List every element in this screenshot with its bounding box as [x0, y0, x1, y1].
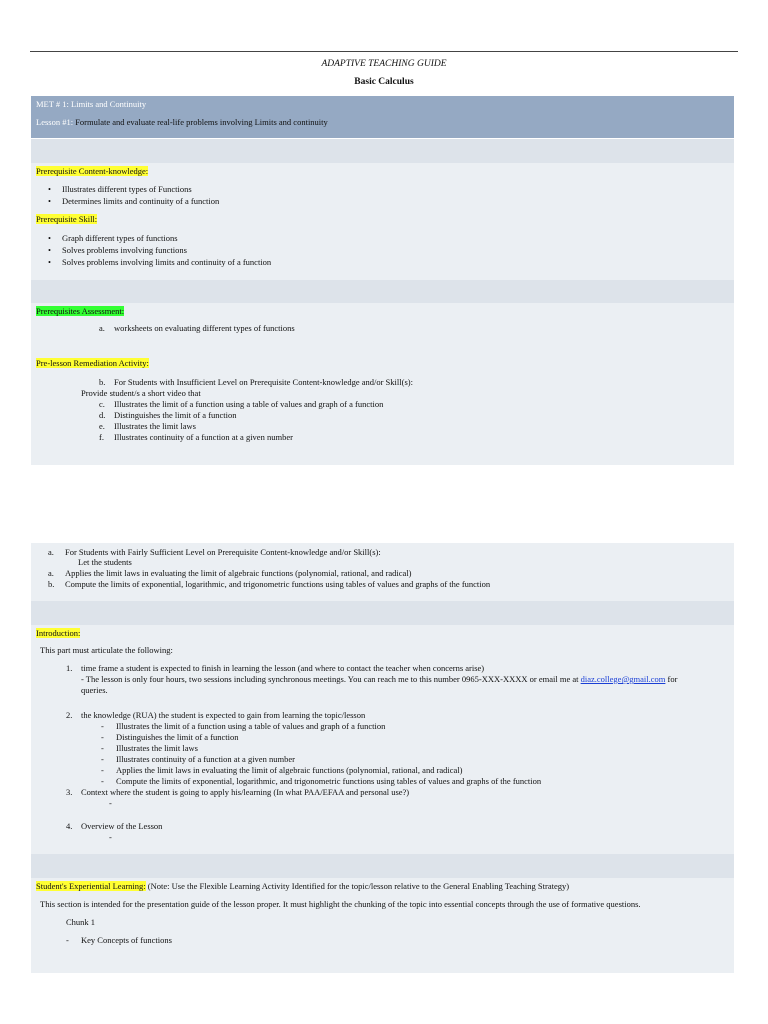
spacer-band-1	[31, 139, 734, 163]
list-item: - Compute the limits of exponential, logarithmic, and trigonometric functions using tables of values and graphs of the function	[101, 776, 542, 786]
prereq-skill-list	[48, 232, 271, 268]
prerequisites-section	[31, 163, 734, 280]
intro-item-4-sub: -	[109, 832, 112, 842]
intro-item-1-detail: - The lesson is only four hours, two sessions including synchronous meetings. You can reach me to this number 0965-XXX-XXXX or email me at diaz.college@gmail.com for	[81, 674, 678, 684]
list-item: - Illustrates continuity of a function at a given number	[101, 754, 295, 764]
lesson-label: Lesson #1:	[36, 117, 74, 127]
fair-a: a. For Students with Fairly Sufficient Level on Prerequisite Content-knowledge and/or Skill(s):	[48, 547, 381, 557]
intro-item-3-sub: -	[109, 798, 112, 808]
list-item: - Applies the limit laws in evaluating the limit of algebraic functions (polynomial, rational, and radical)	[101, 765, 463, 775]
prereq-content-heading: Prerequisite Content-knowledge:	[36, 166, 149, 176]
list-item: • Graph different types of functions	[48, 232, 271, 244]
met-header-band	[31, 96, 734, 138]
list-item: d. Distinguishes the limit of a function	[99, 410, 237, 420]
list-item: - Illustrates the limit of a function using a table of values and graph of a function	[101, 721, 386, 731]
list-item: • Determines limits and continuity of a function	[48, 195, 219, 207]
document-title: ADAPTIVE TEACHING GUIDE	[321, 59, 447, 69]
list-item: - Illustrates the limit laws	[101, 743, 198, 753]
list-item: • Illustrates different types of Functions	[48, 183, 219, 195]
prereq-skill-heading: Prerequisite Skill:	[36, 214, 98, 224]
top-rule	[30, 51, 738, 52]
intro-item-4: 4. Overview of the Lesson	[66, 821, 163, 831]
intro-item-2: 2. the knowledge (RUA) the student is expected to gain from learning the topic/lesson	[66, 710, 366, 720]
list-item: a. Applies the limit laws in evaluating the limit of algebraic functions (polynomial, rational, and radical)	[48, 568, 412, 578]
remediation-heading: Pre-lesson Remediation Activity:	[36, 358, 149, 368]
list-item: b. Compute the limits of exponential, logarithmic, and trigonometric functions using tables of values and graphs of the function	[48, 579, 491, 589]
experiential-line	[36, 881, 569, 891]
list-item: • Solves problems involving functions	[48, 244, 271, 256]
intro-item-1: 1. time frame a student is expected to finish in learning the lesson (and where to contact the teacher when concerns arise)	[66, 663, 485, 673]
introduction-heading: Introduction:	[36, 628, 81, 638]
assessment-item: a. worksheets on evaluating different types of functions	[99, 323, 295, 333]
introduction-lead: This part must articulate the following:	[40, 645, 173, 655]
email-link[interactable]: diaz.college@gmail.com	[580, 674, 666, 684]
introduction-section	[31, 625, 734, 854]
fair-section	[31, 543, 734, 601]
key-concepts: - Key Concepts of functions	[66, 935, 172, 945]
intro-item-1-detail-end: queries.	[81, 685, 108, 695]
list-item: - Distinguishes the limit of a function	[101, 732, 239, 742]
met-label: MET # 1: Limits and Continuity	[36, 99, 147, 109]
list-item: • Solves problems involving limits and continuity of a function	[48, 256, 271, 268]
remediation-provide: Provide student/s a short video that	[81, 388, 201, 398]
chunk-label: Chunk 1	[66, 917, 96, 927]
spacer-band-3	[31, 601, 734, 625]
experiential-heading: Student's Experiential Learning:	[36, 881, 146, 891]
subject-title: Basic Calculus	[354, 77, 414, 87]
assessment-section	[31, 303, 734, 465]
list-item: e. Illustrates the limit laws	[99, 421, 196, 431]
list-item: c. Illustrates the limit of a function using a table of values and graph of a function	[99, 399, 384, 409]
intro-item-3: 3. Context where the student is going to apply his/learning (In what PAA/EFAA and personal use?)	[66, 787, 410, 797]
list-item: f. Illustrates continuity of a function at a given number	[99, 432, 293, 442]
remediation-b: b. For Students with Insufficient Level on Prerequisite Content-knowledge and/or Skill(s):	[99, 377, 413, 387]
spacer-band-2	[31, 280, 734, 303]
experiential-desc: This section is intended for the presentation guide of the lesson proper. It must highlight the chunking of the topic into essential concepts through the use of formative questions.	[40, 899, 641, 909]
experiential-section	[31, 878, 734, 973]
assessment-heading: Prerequisites Assessment:	[36, 306, 125, 316]
prereq-content-list	[48, 183, 219, 207]
spacer-band-4	[31, 854, 734, 878]
lesson-text: Formulate and evaluate real-life problems involving Limits and continuity	[73, 117, 328, 127]
fair-let: Let the students	[78, 557, 132, 567]
experiential-note: (Note: Use the Flexible Learning Activity Identified for the topic/lesson relative to the General Enabling Teaching Strategy)	[145, 881, 570, 891]
lesson-line	[36, 117, 328, 127]
